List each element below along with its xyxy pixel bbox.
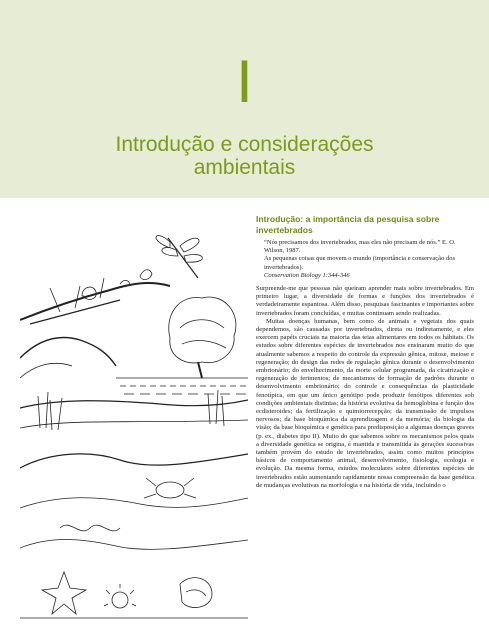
chapter-title [0, 133, 489, 179]
epigraph-citation: Conservation Biology 1:344-346 [264, 271, 350, 279]
tree-drawing [169, 297, 236, 378]
epigraph-description: As pequenas coisas que movem o mundo (importância e conservação dos invertebrados). [264, 255, 455, 271]
section-heading: Introdução: a importância da pesquisa sobre invertebrados [256, 214, 440, 235]
dragonfly-drawing [156, 236, 202, 278]
epigraph [264, 239, 470, 280]
chapter-numeral: I [236, 48, 253, 115]
body-text [256, 285, 474, 490]
chapter-title-line2: ambientais [193, 156, 296, 179]
body-paragraph-1: Surpreende-me que pessoas não queiram aprender mais sobre invertebrados. Em primeiro lugar, a diversidade de formas e funções dos invertebrados é verdadeiramente espantosa. Além disso, pesquisas fascinantes e importantes sobre invertebrados foram concluídas, e muitas continuam sendo realizadas. [256, 285, 474, 317]
starfish-drawing [42, 572, 86, 614]
body-paragraph-2: Muitas doenças humanas, bem como de animais e vegetais dos quais dependemos, são causadas por invertebrados, direta ou indiretamente, e eles exercem papéis cruciais na maioria das teias alimentares em todos os hábitats. Os estudos sobre diferentes espécies de invertebrados nos ensinaram muito do que atualmente sabemos a respeito do controle da expressão gênica, mitose, meiose e regeneração; do design das redes de regulação gênica durante o desenvolvimento embrionário; do envelhecimento, da morte celular programada, da cicatrização e regeneração de ferimentos; de mecanismos de formação de padrões durante o desenvolvimento embrionário; do controle e consequências da plasticidade fenotípica, em que um único genótipo pode produzir fenótipos diferentes sob condições ambientais distintas; da história evolutiva da hemoglobina e função dos ecdisteroides; da fertilização e quimiorrecepção; da transmissão de impulsos nervosos; da base bioquímica da aprendizagem e da memória; da biologia da visão; da base bioquímica e genética para predisposição a algumas doenças graves (p. ex., diabetes tipo II). Muito do que sabemos sobre os mecanismos pelos quais a diversidade genética se origina, é mantida e transmitida às gerações sucessivas também provém do estudo de invertebrados, assim como muitos princípios básicos de comportamento animal, desenvolvimento, fisiologia, ecologia e evolução. Da mesma forma, estudos moleculares sobre diferentes espécies de invertebrados estão aumentando rapidamente nossa compreensão da base genética de mudanças evolutivas na morfologia e na história de vida, incluindo o [256, 317, 474, 489]
invertebrate-habitat-illustration [20, 228, 248, 620]
chapter-title-line1: Introdução e considerações [115, 133, 374, 156]
epigraph-quote: “Nós precisamos dos invertebrados, mas eles não precisam de nós.” E. O. Wilson, 1987. [264, 239, 456, 255]
crab-drawing [144, 478, 196, 498]
